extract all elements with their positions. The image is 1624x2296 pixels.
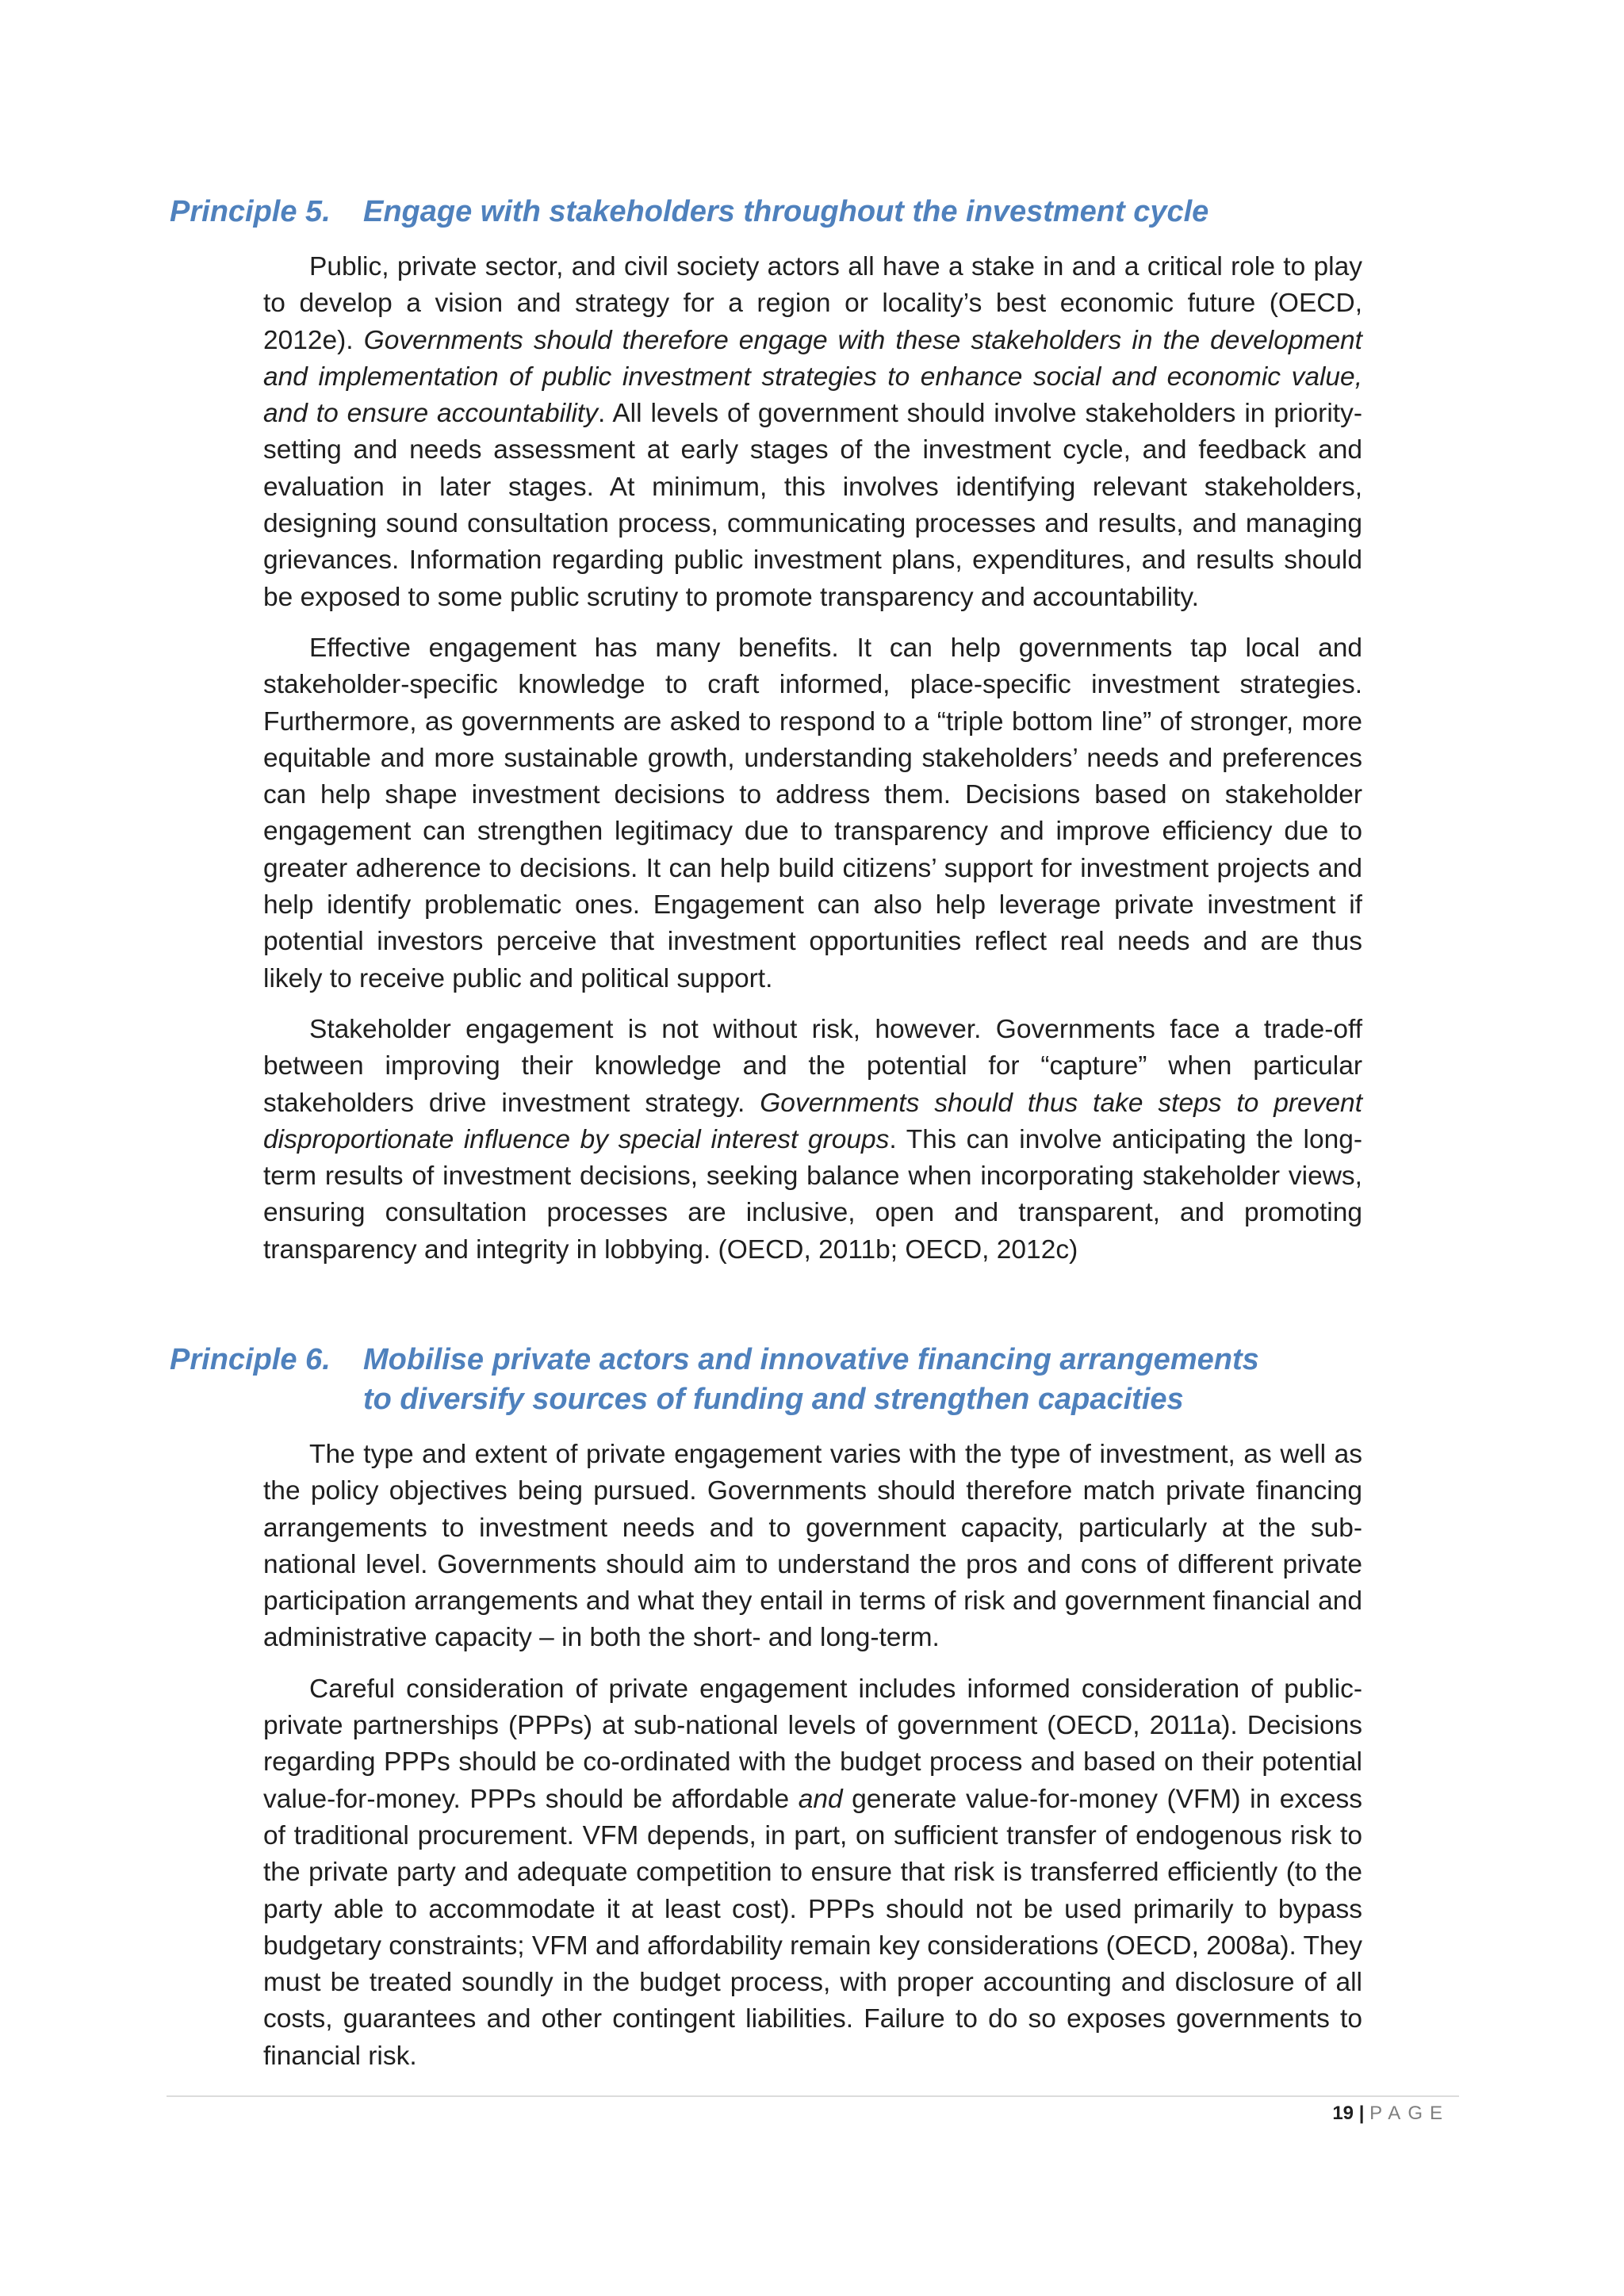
principle-6-number: Principle 6. xyxy=(170,1343,331,1376)
principle-6-paragraph-1: The type and extent of private engagement varies with the type of investment, as well as the policy objectives being pursued. Governments should therefore match private financing arrangements to investment needs and to government capacity, particularly at the sub-national level. Governments should aim to understand the pros and cons of different private participation arrangements and what they entail in terms of risk and government financial and administrative capacity – in both the short- and long-term. xyxy=(263,1440,1362,1653)
principle-5-paragraph-2: Effective engagement has many benefits. It can help governments tap local and stakeholder-specific knowledge to craft informed, place-specific investment strategies. Furthermore, as governments are asked to respond to a “triple bottom line” of stronger, more equitable and more sustainable growth, understanding stakeholders’ needs and preferences can help shape investment decisions to address them. Decisions based on stakeholder engagement can strengthen legitimacy due to transparency and improve efficiency due to greater adherence to decisions. It can help build citizens’ support for investment projects and help identify problematic ones. Engagement can also help leverage private investment if potential investors perceive that investment opportunities reflect real needs and are thus likely to receive public and political support. xyxy=(263,633,1362,993)
footer-divider xyxy=(167,2095,1459,2097)
page-footer xyxy=(1332,2103,1450,2125)
principle-5-paragraph-1: Public, private sector, and civil society actors all have a stake in and a critical role to play to develop a vision and strategy for a region or locality’s best economic future (OECD, 2012e). Governments should therefore engage with these stakeholders in the development and implementation of public investment strategies to enhance social and economic value, and to ensure accountability. All levels of government should involve stakeholders in priority-setting and needs assessment at early stages of the investment cycle, and feedback and evaluation in later stages. At minimum, this involves identifying relevant stakeholders, designing sound consultation process, communicating processes and results, and managing grievances. Information regarding public investment plans, expenditures, and results should be exposed to some public scrutiny to promote transparency and accountability. xyxy=(263,252,1362,612)
principle-5-paragraph-3: Stakeholder engagement is not without risk, however. Governments face a trade-off between improving their knowledge and the potential for “capture” when particular stakeholders drive investment strategy. Governments should thus take steps to prevent disproportionate influence by special interest groups. This can involve anticipating the long-term results of investment decisions, seeking balance when incorporating stakeholder views, ensuring consultation processes are inclusive, open and transparent, and promoting transparency and integrity in lobbying. (OECD, 2011b; OECD, 2012c) xyxy=(263,1014,1362,1265)
principle-5-number: Principle 5. xyxy=(170,195,331,228)
footer-separator: | xyxy=(1358,2103,1365,2124)
page-label: PAGE xyxy=(1369,2103,1450,2124)
principle-6-heading xyxy=(170,1340,1275,1419)
principle-6-body xyxy=(263,1437,1362,2075)
principle-6-title: Mobilise private actors and innovative financing arrangements to diversify sources of funding and strengthen capacities xyxy=(363,1343,1259,1416)
principle-5-heading xyxy=(170,192,1473,232)
page-number: 19 xyxy=(1332,2103,1354,2124)
principle-5-body xyxy=(263,249,1362,1269)
principle-5-title: Engage with stakeholders throughout the investment cycle xyxy=(363,195,1209,228)
principle-6-paragraph-2: Careful consideration of private engagement includes informed consideration of public-private partnerships (PPPs) at sub-national levels of government (OECD, 2011a). Decisions regarding PPPs should be co-ordinated with the budget process and based on their potential value-for-money. PPPs should be affordable and generate value-for-money (VFM) in excess of traditional procurement. VFM depends, in part, on sufficient transfer of endogenous risk to the private party and adequate competition to ensure that risk is transferred efficiently (to the party able to accommodate it at least cost). PPPs should not be used primarily to bypass budgetary constraints; VFM and affordability remain key considerations (OECD, 2008a). They must be treated soundly in the budget process, with proper accounting and disclosure of all costs, guarantees and other contingent liabilities. Failure to do so exposes governments to financial risk. xyxy=(263,1674,1362,2071)
